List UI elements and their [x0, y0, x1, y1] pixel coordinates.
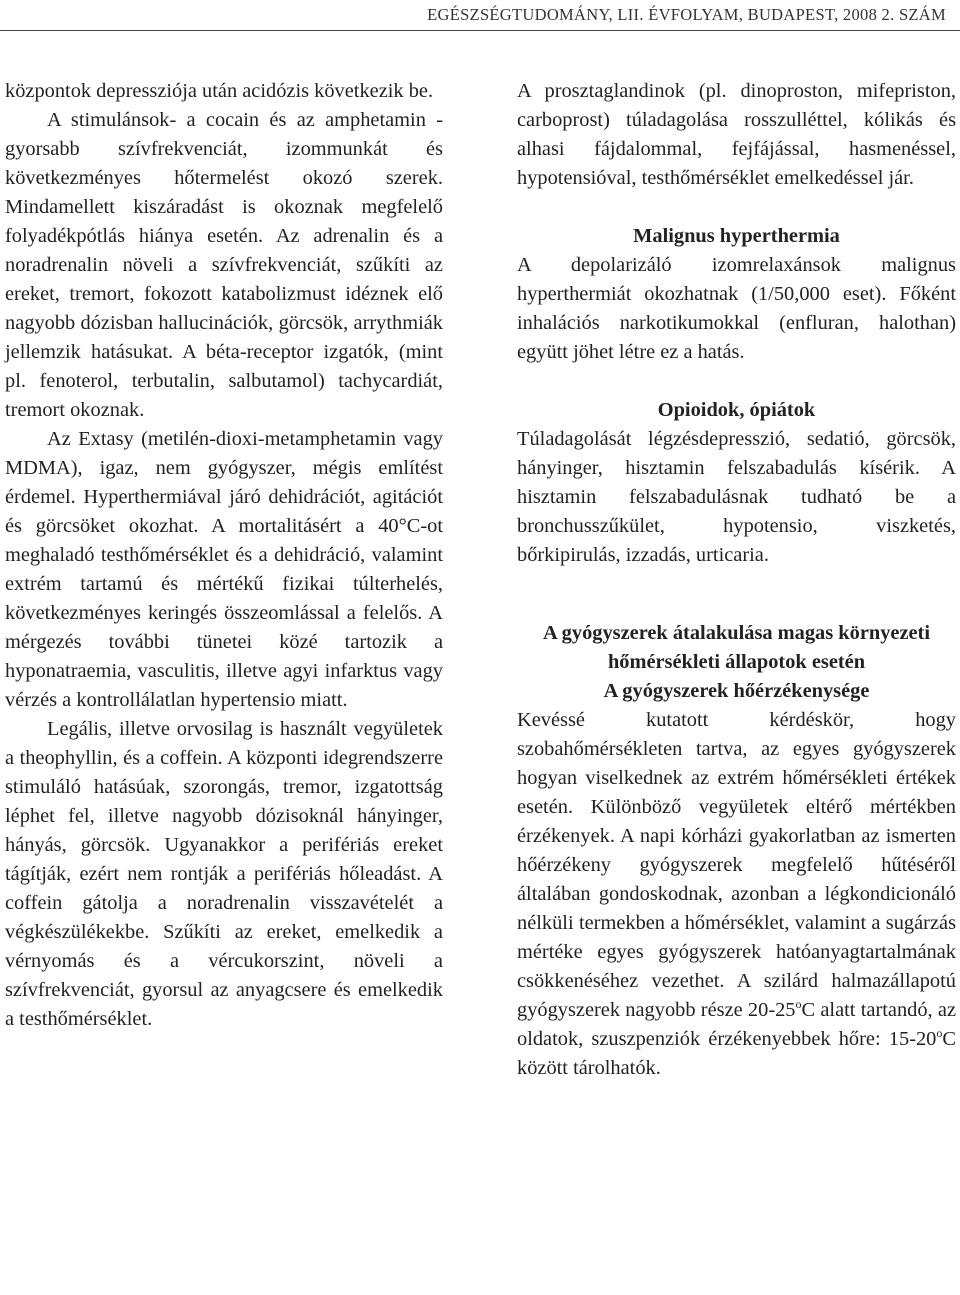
- left-column: [5, 77, 443, 1034]
- section-heading: Opioidok, ópiátok: [657, 399, 816, 421]
- paragraph-text: C alatt tartandó, az oldatok, szuszpenziók érzékenyebbek hőre: 15-20: [517, 999, 957, 1050]
- journal-header: EGÉSZSÉGTUDOMÁNY, LII. ÉVFOLYAM, BUDAPEST, 2008 2. SZÁM: [427, 5, 946, 24]
- paragraph: központok depressziója után acidózis következik be.: [5, 80, 434, 102]
- right-column: [517, 77, 956, 1083]
- section-heading: A gyógyszerek átalakulása magas környezeti hőmérsékleti állapotok esetén: [542, 622, 931, 673]
- degree-superscript: o: [936, 1026, 943, 1041]
- section-heading: Malignus hyperthermia: [633, 225, 840, 247]
- paragraph: Legális, illetve orvosilag is használt vegyületek a theophyllin, és a coffein. A központi idegrendszerre stimuláló hatásúak, szorongás, tremor, izgatottság léphet fel, illetve nagyobb dózisoknál hányinger, hányás, görcsök. Ugyanakkor a perifériás ereket tágítják, ezért nem rontják a perifériás hőleadást. A coffein gátolja a noradrenalin visszavételét a végkészülékekbe. Szűkíti az ereket, emelkedik a vérnyomás és a vércukorszint, növeli a szívfrekvenciát, gyorsul az anyagcsere és emelkedik a testhőmérséklet.: [5, 718, 443, 1030]
- paragraph: [517, 706, 956, 1083]
- paragraph: Az Extasy (metilén-dioxi-metamphetamin vagy MDMA), igaz, nem gyógyszer, mégis említést érdemel. Hyperthermiával járó dehidrációt, agitációt és görcsöket okozhat. A mortalitásért a 40°C-ot meghaladó testhőmérséklet és a dehidráció, valamint extrém tartamú és mértékű fizikai túlterhelés, következményes keringés összeomlással a felelős. A mérgezés további tünetei közé tartozik a hyponatraemia, vasculitis, illetve agyi infarktus vagy vérzés a kontrollálatlan hypertensio miatt.: [5, 428, 443, 711]
- degree-superscript: o: [795, 997, 802, 1012]
- section-subheading: A gyógyszerek hőérzékenysége: [603, 680, 870, 702]
- header-rule: [0, 30, 960, 31]
- paragraph: Túladagolását légzésdepresszió, sedatió, görcsök, hányinger, hisztamin felszabadulás kísérik. A hisztamin felszabadulásnak tudható be a bronchusszűkület, hypotensio, viszketés, bőrkipirulás, izzadás, urticaria.: [517, 428, 956, 566]
- paragraph: A prosztaglandinok (pl. dinoproston, mifepriston, carboprost) túladagolása rosszulléttel, kólikás és alhasi fájdalommal, fejfájással, hasmenéssel, hypotensióval, testhőmérséklet emelkedéssel jár.: [517, 80, 956, 189]
- paragraph: A stimulánsok- a cocain és az amphetamin - gyorsabb szívfrekvenciát, izommunkát és következményes hőtermelést okozó szerek. Mindamellett kiszáradást is okoznak megfelelő folyadékpótlás hiánya esetén. Az adrenalin és a noradrenalin növeli a szívfrekvenciát, szűkíti az ereket, tremort, fokozott katabolizmust idéznek elő nagyobb dózisban hallucinációk, görcsök, arrythmiák jellemzik hatásukat. A béta-receptor izgatók, (mint pl. fenoterol, terbutalin, salbutamol) tachycardiát, tremort okoznak.: [5, 109, 443, 421]
- paragraph-text: C között tárolhatók.: [517, 1028, 956, 1079]
- paragraph-text: Kevéssé kutatott kérdéskör, hogy szobahőmérsékleten tartva, az egyes gyógyszerek hogyan viselkednek az extrém hőmérsékleti értékek esetén. Különböző vegyületek eltérő mértékben érzékenyek. A napi kórházi gyakorlatban az ismerten hőérzékeny gyógyszerek megfelelő hűtéséről általában gondoskodnak, azonban a légkondicionáló nélküli termekben a hőmérséklet, valamint a sugárzás mértéke egyes gyógyszerek hatóanyagtartalmának csökkenéséhez vezethet. A szilárd halmazállapotú gyógyszerek nagyobb része 20-25: [517, 709, 956, 1021]
- paragraph: A depolarizáló izomrelaxánsok malignus hyperthermiát okozhatnak (1/50,000 eset). Főként inhalációs narkotikumokkal (enfluran, halothan) együtt jöhet létre ez a hatás.: [517, 254, 956, 363]
